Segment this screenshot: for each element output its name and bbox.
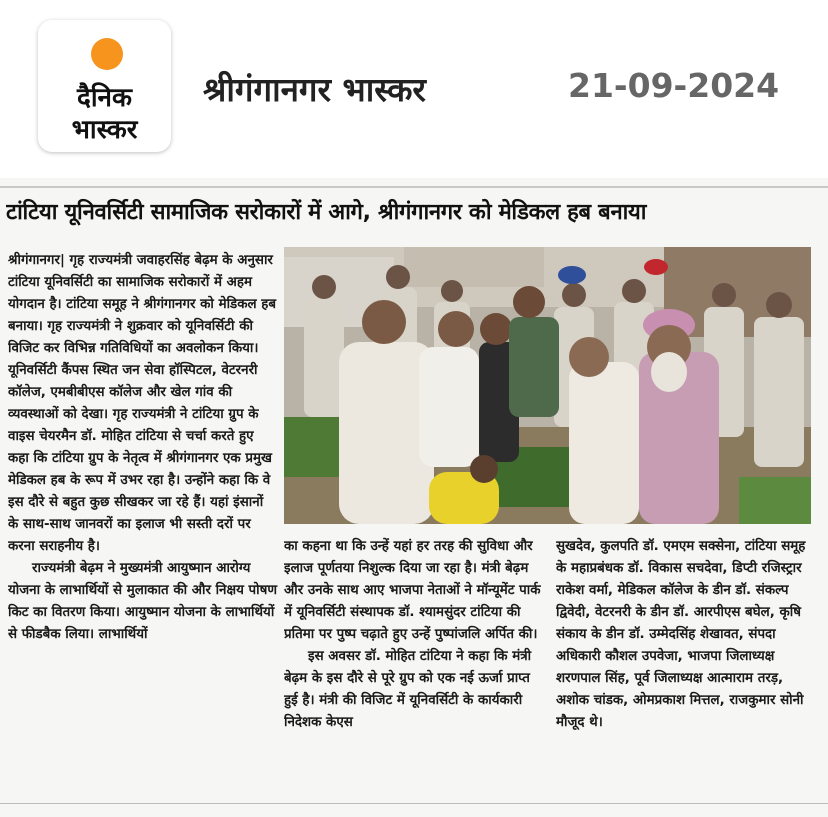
news-photo	[284, 247, 811, 524]
bottom-rule	[0, 803, 828, 804]
column-3-paragraph-1: सुखदेव, कुलपति डॉ. एमएम सक्सेना, टांटिया समूह के महाप्रबंधक डॉ. विकास सचदेवा, डिप्टी रजिस्ट्रार राकेश वर्मा, मेडिकल कॉलेज के डीन डॉ. संकल्प द्विवेदी, वेटरनरी के डीन डॉ. आरपीएस बघेल, कृषि संकाय के डीन डॉ. उम्मेदसिंह शेखावत, संपदा अधिकारी कौशल उपवेजा, भाजपा जिलाध्यक्ष शरणपाल सिंह, पूर्व जिलाध्यक्ष आत्माराम तरड़, अशोक चांडक, ओमप्रकाश मित्तल, राजकुमार सोनी मौजूद थे।	[556, 539, 806, 730]
dateline-location: श्रीगंगानगर	[8, 253, 60, 268]
article-headline: टांटिया यूनिवर्सिटी सामाजिक सरोकारों में आगे, श्रीगंगानगर को मेडिकल हब बनाया	[6, 200, 647, 225]
column-1-paragraph-1: श्रीगंगानगर| गृह राज्यमंत्री जवाहरसिंह बेढ़म के अनुसार टांटिया यूनिवर्सिटी का सामाजिक सरोकारों में अहम योगदान है। टांटिया समूह ने श्रीगंगानगर को मेडिकल हब बनाया। गृह राज्यमंत्री ने शुक्रवार को यूनिवर्सिटी की विजिट कर विभिन्न गतिविधियों का अवलोकन किया। यूनिवर्सिटी कैंपस स्थित जन सेवा हॉस्पिटल, वेटरनरी कॉलेज, एमबीबीएस कॉलेज और खेल गांव की व्यवस्थाओं को देखा। गृह राज्यमंत्री ने टांटिया ग्रुप के वाइस चेयरमैन डॉ. मोहित टांटिया से चर्चा करते हुए कहा कि टांटिया ग्रुप के नेतृत्व में श्रीगंगानगर एक प्रमुख मेडिकल हब के रूप में उभर रहा है। उन्होंने कहा कि वे इस दौरे से बहुत कुछ सीखकर जा रहे हैं। यहां इंसानों के साथ-साथ जानवरों का इलाज भी सस्ती दरों पर करना सराहनीय है।	[8, 253, 276, 554]
column-2-paragraph-2: इस अवसर डॉ. मोहित टांटिया ने कहा कि मंत्री बेढ़म के इस दौरे से पूरे ग्रुप को एक नई ऊर्जा प्राप्त हुई है। मंत्री की विजिट में यूनिवर्सिटी के कार्यकारी निदेशक केएस	[284, 649, 532, 730]
publication-title: श्रीगंगानगर भास्कर	[203, 70, 426, 109]
article-column-2	[284, 536, 546, 802]
sun-icon	[91, 38, 123, 70]
column-2-paragraph-1: का कहना था कि उन्हें यहां हर तरह की सुविधा और इलाज पूर्णतया निशुल्क दिया जा रहा है। मंत्री बेढ़म और उनके साथ आए भाजपा नेताओं ने मॉन्यूमेंट पार्क में यूनिवर्सिटी संस्थापक डॉ. श्यामसुंदर टांटिया की प्रतिमा पर पुष्प चढ़ाते हुए उन्हें पुष्पांजलि अर्पित की।	[284, 539, 541, 642]
article-column-1	[8, 250, 278, 802]
article-column-3	[556, 536, 816, 802]
top-rule	[0, 186, 828, 188]
logo-text-line2: भास्कर	[71, 115, 138, 145]
publication-date: 21-09-2024	[568, 66, 780, 105]
column-1-paragraph-2: राज्यमंत्री बेढ़म ने मुख्यमंत्री आयुष्मान आरोग्य योजना के लाभार्थियों से मुलाकात की और निक्षय पोषण किट का वितरण किया। आयुष्मान योजना के लाभार्थियों से फीडबैक लिया। लाभार्थियों	[8, 561, 278, 642]
logo-text-line1: दैनिक	[77, 83, 132, 113]
dainik-bhaskar-logo	[38, 20, 171, 152]
